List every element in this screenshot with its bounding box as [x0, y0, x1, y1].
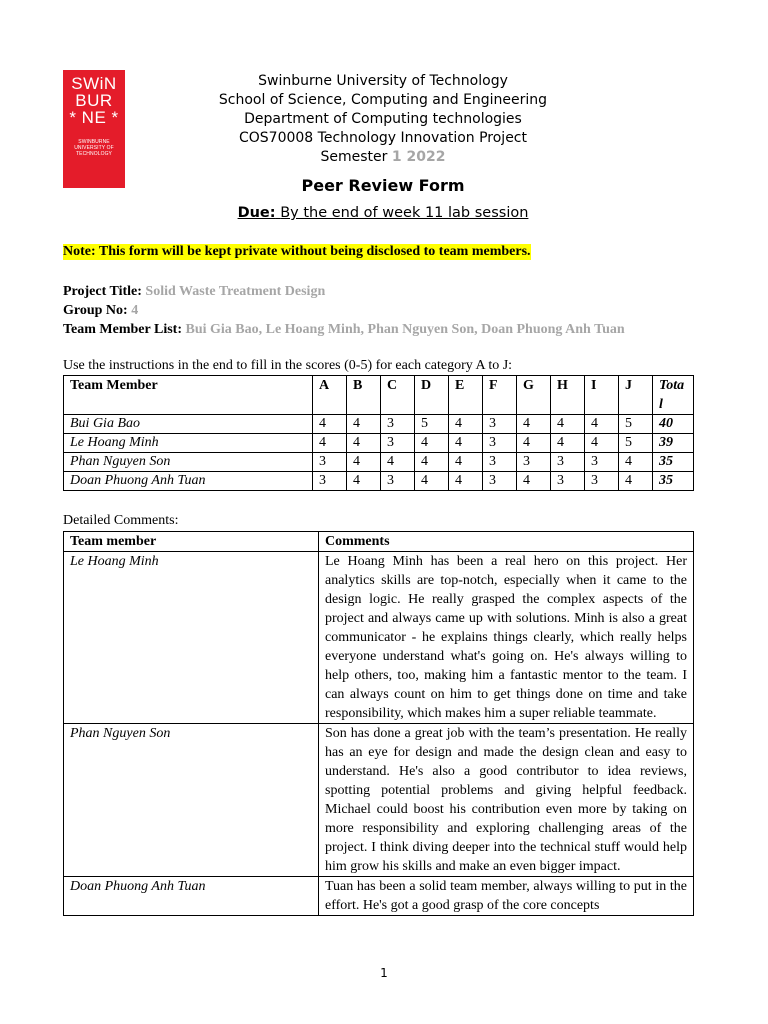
logo-mark-line: SWiN — [71, 74, 117, 93]
header-b: B — [347, 376, 381, 415]
header-e: E — [449, 376, 483, 415]
header-d: D — [415, 376, 449, 415]
score-cell: 4 — [313, 434, 347, 453]
header-g: G — [517, 376, 551, 415]
score-cell: 5 — [619, 434, 653, 453]
total-score-cell: 39 — [653, 434, 694, 453]
logo-subtitle — [63, 139, 125, 157]
total-score-cell: 35 — [653, 453, 694, 472]
score-cell: 4 — [415, 434, 449, 453]
member-name-cell: Phan Nguyen Son — [64, 453, 313, 472]
score-cell: 4 — [449, 472, 483, 491]
semester-label: Semester — [320, 149, 388, 165]
comments-header-row — [64, 532, 694, 552]
score-cell: 4 — [415, 472, 449, 491]
score-cell: 3 — [517, 453, 551, 472]
member-name-cell: Doan Phuong Anh Tuan — [64, 877, 319, 916]
score-cell: 3 — [585, 453, 619, 472]
score-cell: 4 — [517, 434, 551, 453]
score-cell: 3 — [313, 453, 347, 472]
table-row — [64, 434, 694, 453]
page-number: 1 — [380, 966, 388, 980]
header-team-member: Team Member — [64, 376, 313, 415]
header-i: I — [585, 376, 619, 415]
member-name-cell: Phan Nguyen Son — [64, 724, 319, 877]
header-comments: Comments — [319, 532, 694, 552]
score-cell: 4 — [619, 472, 653, 491]
course-name: COS70008 Technology Innovation Project — [238, 130, 527, 146]
score-instructions: Use the instructions in the end to fill in the scores (0-5) for each category A to J: — [63, 358, 513, 373]
score-cell: 4 — [381, 453, 415, 472]
score-cell: 5 — [415, 415, 449, 434]
form-title: Peer Review Form — [301, 176, 465, 195]
score-cell: 3 — [381, 472, 415, 491]
member-name-cell: Le Hoang Minh — [64, 434, 313, 453]
table-row — [64, 453, 694, 472]
header-total-text: Tota l — [659, 378, 685, 412]
members-line — [63, 320, 625, 339]
score-cell: 4 — [415, 453, 449, 472]
comment-cell: Tuan has been a solid team member, always willing to put in the effort. He's got a good grasp of the core concepts — [319, 877, 694, 916]
header-f: F — [483, 376, 517, 415]
comment-cell: Le Hoang Minh has been a real hero on this project. Her analytics skills are top-notch, especially when it came to the design logic. He really grasped the complex aspects of the project and always came up with solutions. Minh is also a great communicator - he explains things clearly, which really helps everyone understand what's going on. He's always willing to help others, too, making him a fantastic mentor to the team. I can always count on him to get things done on time and take responsibility, which makes him a super reliable teammate. — [319, 552, 694, 724]
score-body — [64, 415, 694, 491]
header-a: A — [313, 376, 347, 415]
table-row — [64, 552, 694, 724]
score-cell: 4 — [313, 415, 347, 434]
score-cell: 3 — [483, 415, 517, 434]
project-title-label: Project Title: — [63, 284, 142, 299]
score-cell: 4 — [585, 434, 619, 453]
score-cell: 3 — [483, 434, 517, 453]
project-title-value: Solid Waste Treatment Design — [145, 284, 326, 299]
members-value: Bui Gia Bao, Le Hoang Minh, Phan Nguyen Son, Doan Phuong Anh Tuan — [185, 322, 625, 337]
score-cell: 3 — [381, 415, 415, 434]
score-cell: 4 — [347, 472, 381, 491]
table-row — [64, 415, 694, 434]
table-row — [64, 472, 694, 491]
header-total — [653, 376, 694, 415]
semester-line — [133, 148, 633, 167]
logo-mark-line: BUR — [75, 91, 113, 110]
comments-body — [64, 552, 694, 916]
group-line — [63, 301, 625, 320]
project-title-line — [63, 282, 625, 301]
due-line — [133, 205, 633, 221]
member-name-cell: Le Hoang Minh — [64, 552, 319, 724]
header-h: H — [551, 376, 585, 415]
logo-sub-line: SWINBURNE — [78, 139, 110, 145]
score-cell: 3 — [381, 434, 415, 453]
score-cell: 4 — [619, 453, 653, 472]
department-name: Department of Computing technologies — [244, 111, 522, 127]
detailed-comments-label: Detailed Comments: — [63, 513, 179, 528]
comments-table — [63, 531, 694, 916]
table-row — [64, 877, 694, 916]
member-name-cell: Doan Phuong Anh Tuan — [64, 472, 313, 491]
group-label: Group No: — [63, 303, 128, 318]
due-text: By the end of week 11 lab session — [280, 205, 529, 221]
score-cell: 4 — [551, 434, 585, 453]
score-table — [63, 375, 694, 491]
score-cell: 3 — [483, 453, 517, 472]
member-name-cell: Bui Gia Bao — [64, 415, 313, 434]
score-header-row — [64, 376, 694, 415]
score-cell: 4 — [585, 415, 619, 434]
comment-cell: Son has done a great job with the team’s presentation. He really has an eye for design and made the design clean and easy to understand. He's also a good contributor to idea reviews, spotting potential problems and giving helpful feedback. Michael could boost his contribution even more by taking on more responsibility and exploring challenging areas of the project. I think diving deeper into the technical stuff would help him grow his skills and make an even bigger impact. — [319, 724, 694, 877]
score-cell: 5 — [619, 415, 653, 434]
score-cell: 4 — [449, 415, 483, 434]
project-info — [63, 282, 625, 339]
total-score-cell: 40 — [653, 415, 694, 434]
logo-wordmark — [63, 75, 125, 126]
table-row — [64, 724, 694, 877]
score-cell: 4 — [347, 453, 381, 472]
score-cell: 4 — [517, 472, 551, 491]
logo-sub-line: TECHNOLOGY — [75, 151, 112, 157]
privacy-note: Note: This form will be kept private without being disclosed to team members. — [63, 244, 531, 259]
document-header — [133, 72, 633, 167]
university-name: Swinburne University of Technology — [258, 73, 508, 89]
score-cell: 4 — [449, 434, 483, 453]
members-label: Team Member List: — [63, 322, 182, 337]
semester-value: 1 2022 — [391, 149, 446, 165]
score-cell: 4 — [449, 453, 483, 472]
score-cell: 4 — [347, 434, 381, 453]
group-value: 4 — [131, 303, 139, 318]
score-cell: 3 — [313, 472, 347, 491]
school-name: School of Science, Computing and Engineering — [218, 92, 548, 108]
score-cell: 3 — [551, 472, 585, 491]
score-cell: 3 — [551, 453, 585, 472]
score-cell: 4 — [517, 415, 551, 434]
total-score-cell: 35 — [653, 472, 694, 491]
score-cell: 3 — [585, 472, 619, 491]
score-cell: 4 — [347, 415, 381, 434]
header-j: J — [619, 376, 653, 415]
header-team-member: Team member — [64, 532, 319, 552]
university-logo — [63, 70, 125, 188]
logo-sub-line: UNIVERSITY OF — [74, 145, 114, 151]
score-cell: 3 — [483, 472, 517, 491]
score-cell: 4 — [551, 415, 585, 434]
due-label: Due: — [237, 205, 276, 221]
header-c: C — [381, 376, 415, 415]
logo-mark-line: * NE * — [69, 108, 119, 127]
